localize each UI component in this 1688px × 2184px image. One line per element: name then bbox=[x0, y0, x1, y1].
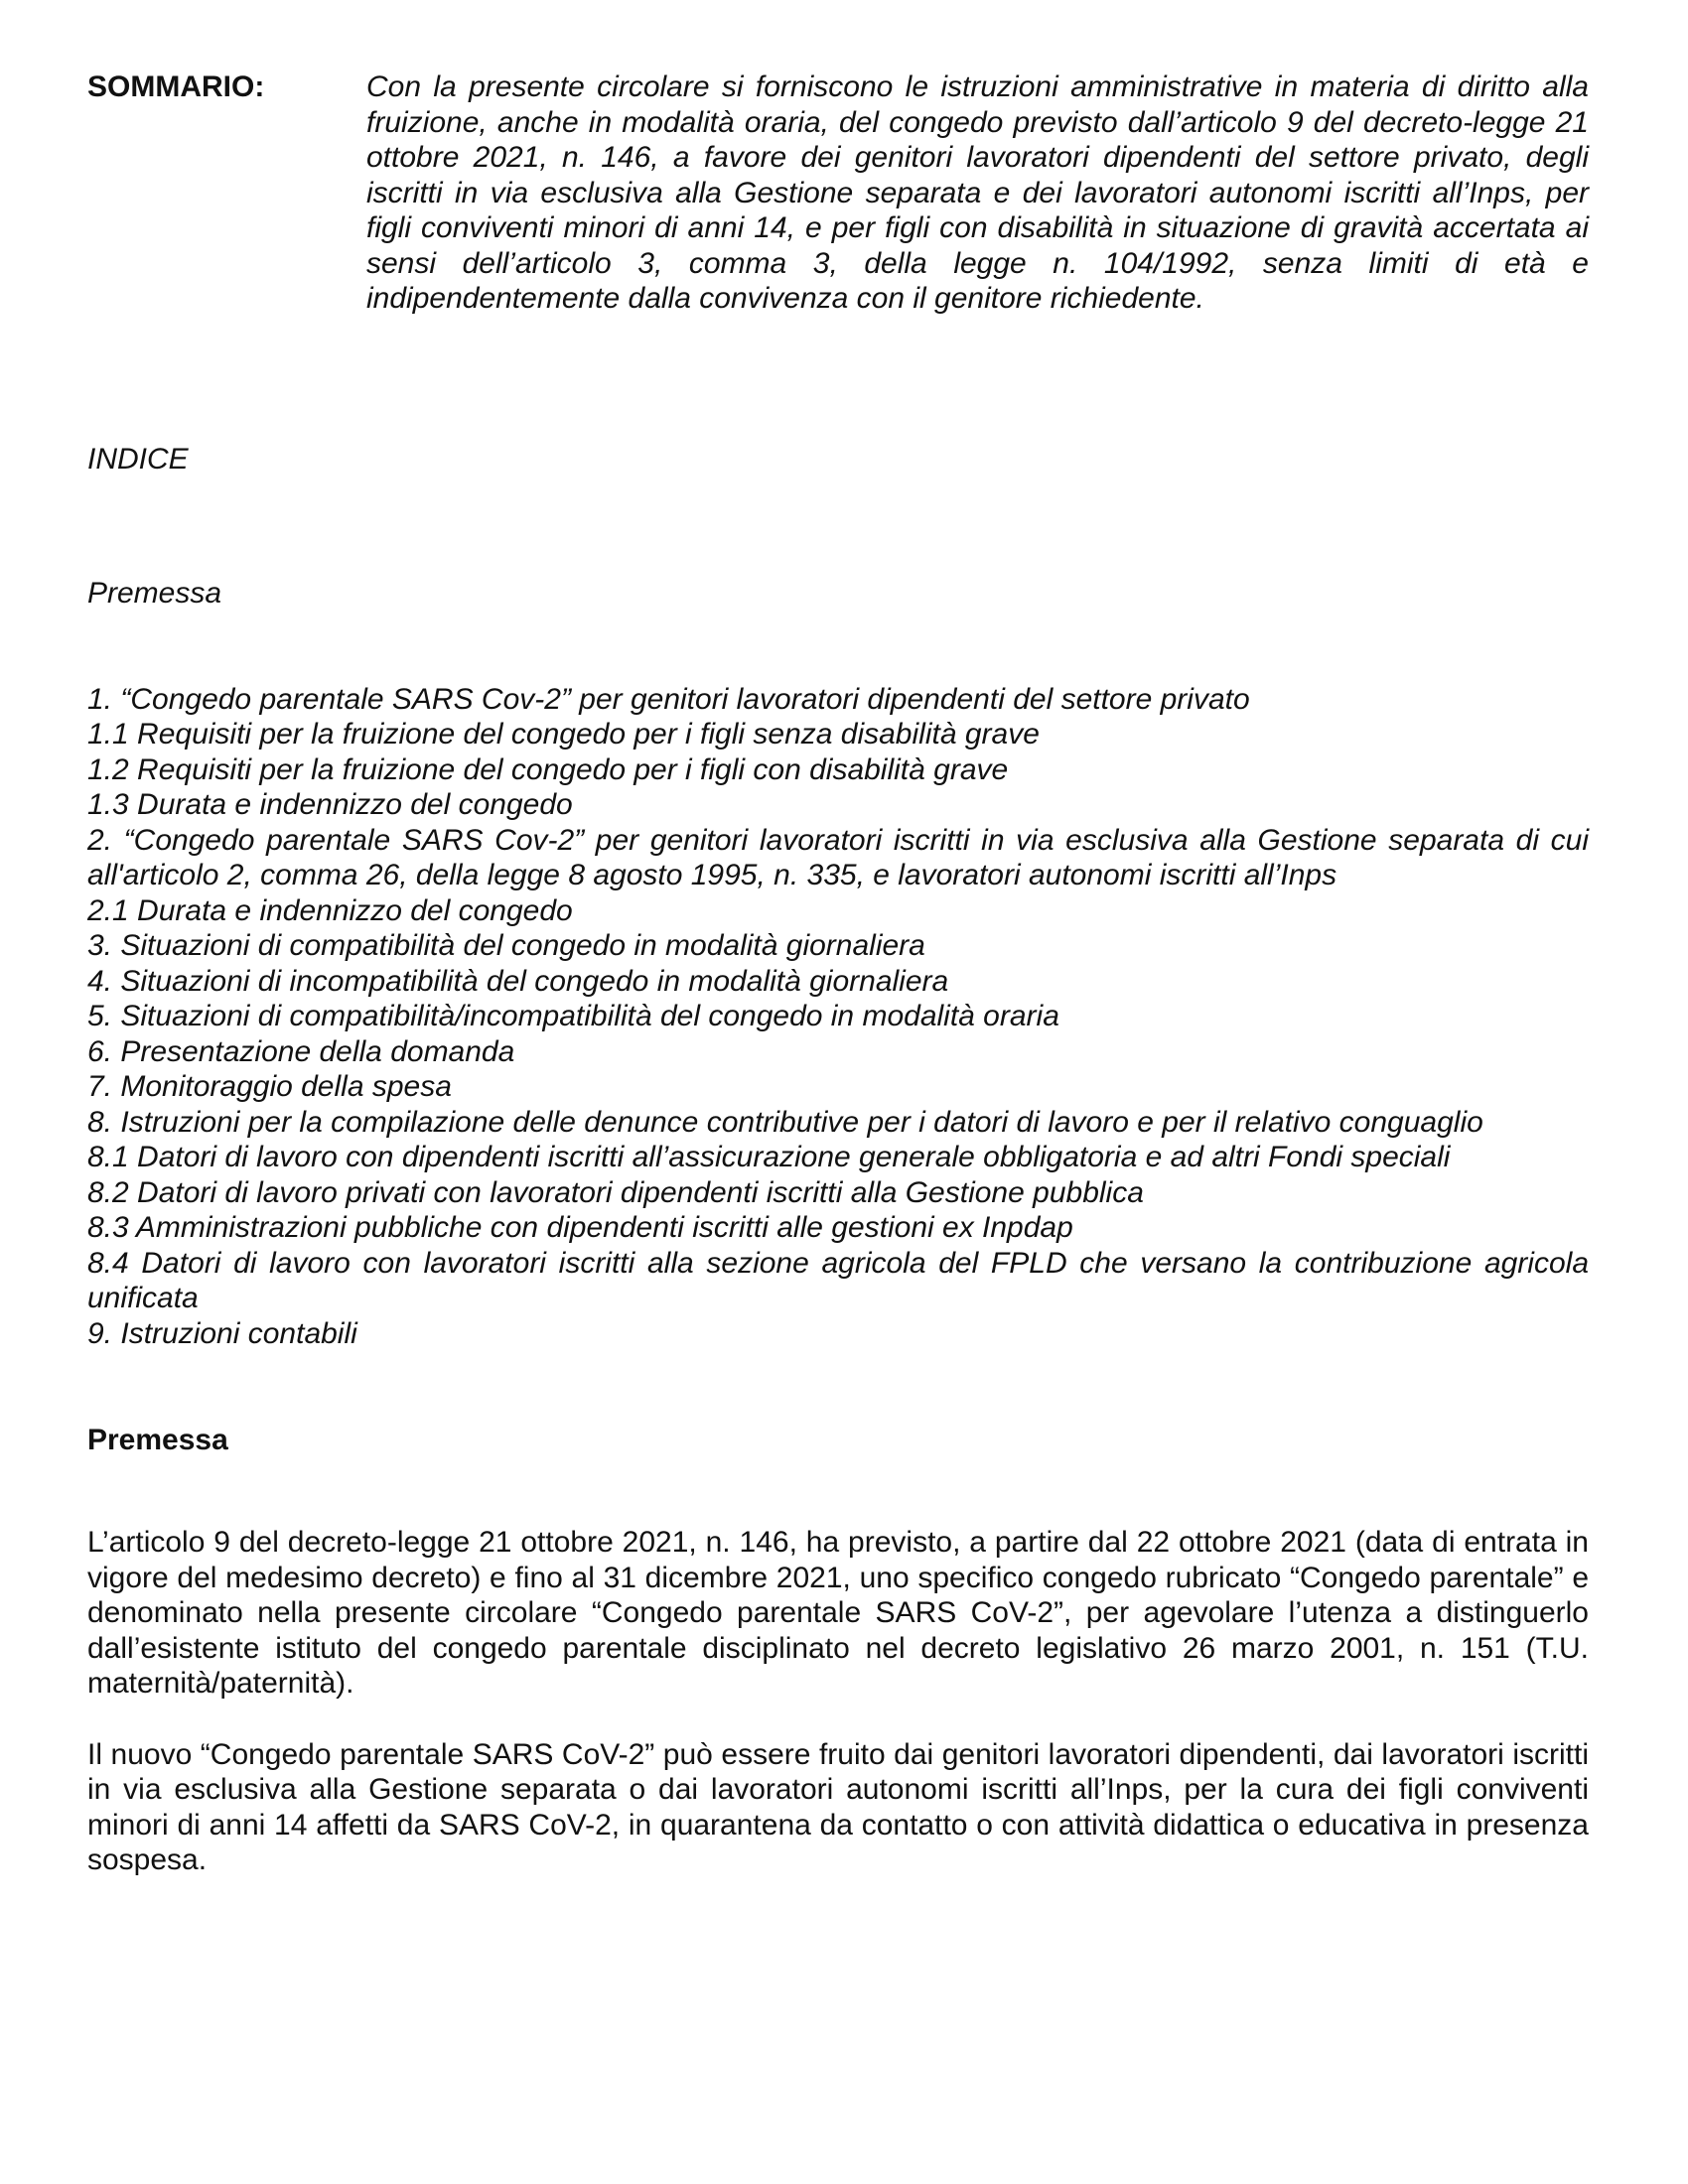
toc-item: 4. Situazioni di incompatibilità del congedo in modalità giornaliera bbox=[87, 964, 949, 998]
summary-label: SOMMARIO: bbox=[87, 70, 265, 103]
toc-item: 1. “Congedo parentale SARS Cov-2” per genitori lavoratori dipendenti del settore privato bbox=[87, 682, 1250, 716]
premessa-paragraph-1: L’articolo 9 del decreto-legge 21 ottobre 2021, n. 146, ha previsto, a partire dal 22 ottobre 2021 (data di entrata in vigore del medesimo decreto) e fino al 31 dicembre 2021, uno specifico congedo rubricato “Congedo parentale” e denominato nella presente circolare “Congedo parentale SARS CoV-2”, per agevolare l’utenza a distinguerlo dall’esistente istituto del congedo parentale disciplinato nel decreto legislativo 26 marzo 2001, n. 151 (T.U. maternità/paternità). bbox=[87, 1526, 1589, 1700]
toc-item: 3. Situazioni di compatibilità del congedo in modalità giornaliera bbox=[87, 929, 925, 962]
toc-item: 6. Presentazione della domanda bbox=[87, 1034, 515, 1068]
toc-item: 1.1 Requisiti per la fruizione del congedo per i figli senza disabilità grave bbox=[87, 718, 1040, 751]
premessa-paragraph-2: Il nuovo “Congedo parentale SARS CoV-2” può essere fruito dai genitori lavoratori dipendenti, dai lavoratori iscritti in via esclusiva alla Gestione separata o dai lavoratori autonomi iscritti all’Inps, per la cura dei figli conviventi minori di anni 14 affetti da SARS CoV-2, in quarantena da contatto o con attività didattica o educativa in presenza sospesa. bbox=[87, 1737, 1589, 1876]
toc-item: 9. Istruzioni contabili bbox=[87, 1316, 357, 1350]
document-page bbox=[87, 69, 1589, 1878]
toc-item: 8. Istruzioni per la compilazione delle denunce contributive per i datori di lavoro e per il relativo conguaglio bbox=[87, 1105, 1483, 1139]
summary-text: Con la presente circolare si forniscono le istruzioni amministrative in materia di diritto alla fruizione, anche in modalità oraria, del congedo previsto dall’articolo 9 del decreto-legge 21 ottobre 2021, n. 146, a favore dei genitori lavoratori dipendenti del settore privato, degli iscritti in via esclusiva alla Gestione separata e dei lavoratori autonomi iscritti all’Inps, per figli conviventi minori di anni 14, e per figli con disabilità in situazione di gravità accertata ai sensi dell’articolo 3, comma 3, della legge n. 104/1992, senza limiti di età e indipendentemente dalla convivenza con il genitore richiedente. bbox=[366, 70, 1589, 315]
table-of-contents bbox=[87, 682, 1589, 1352]
summary-section bbox=[87, 69, 1589, 317]
toc-item: 5. Situazioni di compatibilità/incompatibilità del congedo in modalità oraria bbox=[87, 1000, 1059, 1032]
toc-item: 1.2 Requisiti per la fruizione del congedo per i figli con disabilità grave bbox=[87, 752, 1009, 786]
toc-item: 2. “Congedo parentale SARS Cov-2” per genitori lavoratori iscritti in via esclusiva alla Gestione separata di cui all'articolo 2, comma 26, della legge 8 agosto 1995, n. 335, e lavoratori autonomi iscritti all’Inps bbox=[87, 823, 1589, 891]
toc-item: 8.1 Datori di lavoro con dipendenti iscritti all’assicurazione generale obbligatoria e ad altri Fondi speciali bbox=[87, 1141, 1451, 1173]
index-premessa-entry: Premessa bbox=[87, 576, 222, 610]
toc-item: 8.3 Amministrazioni pubbliche con dipendenti iscritti alle gestioni ex Inpdap bbox=[87, 1211, 1073, 1244]
toc-item: 2.1 Durata e indennizzo del congedo bbox=[87, 893, 573, 927]
toc-item: 7. Monitoraggio della spesa bbox=[87, 1070, 452, 1103]
toc-item: 8.4 Datori di lavoro con lavoratori iscritti alla sezione agricola del FPLD che versano la contribuzione agricola unificata bbox=[87, 1246, 1589, 1314]
index-title: INDICE bbox=[87, 442, 189, 476]
premessa-heading: Premessa bbox=[87, 1424, 228, 1456]
toc-item: 8.2 Datori di lavoro privati con lavoratori dipendenti iscritti alla Gestione pubblica bbox=[87, 1175, 1144, 1209]
toc-item: 1.3 Durata e indennizzo del congedo bbox=[87, 788, 573, 821]
